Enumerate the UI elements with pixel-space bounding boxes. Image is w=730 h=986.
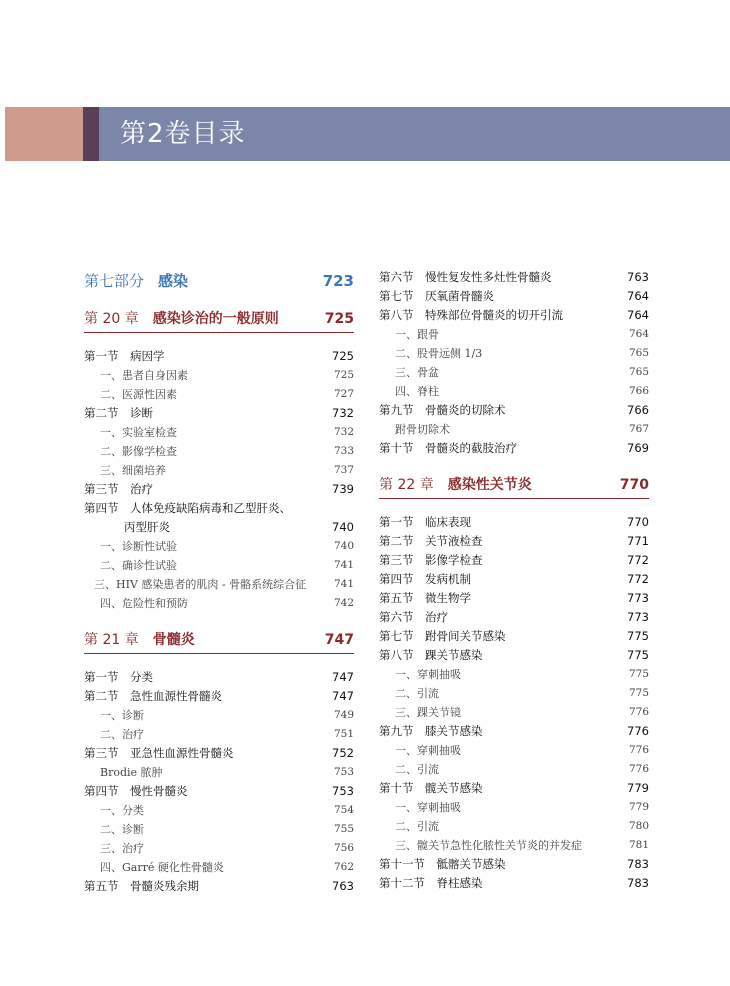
toc-entry[interactable]: 二、诊断 755	[100, 823, 354, 836]
toc-entry[interactable]: 二、确诊性试验 741	[100, 559, 354, 572]
toc-entry[interactable]: 二、医源性因素 727	[100, 388, 354, 401]
chapter-20-heading[interactable]	[84, 306, 354, 333]
toc-entry[interactable]: 一、实验室检查 732	[100, 426, 354, 439]
toc-entry[interactable]: 第九节 骨髓炎的切除术 766	[379, 403, 649, 417]
toc-entry[interactable]: Brodie 脓肿 753	[100, 766, 354, 779]
chapter-title: 感染性关节炎	[447, 477, 532, 493]
toc-entry[interactable]: 四、Garré 硬化性骨髓炎 762	[100, 861, 354, 874]
toc-entry[interactable]: 三、骨盆 765	[395, 366, 649, 379]
toc-entry[interactable]: 第四节 慢性骨髓炎 753	[84, 784, 354, 798]
toc-entry[interactable]: 跗骨切除术 767	[395, 423, 649, 436]
toc-entry[interactable]: 第二节 急性血源性骨髓炎 747	[84, 689, 354, 703]
toc-entry[interactable]: 二、影像学检查 733	[100, 445, 354, 458]
toc-entry[interactable]: 二、引流 775	[395, 687, 649, 700]
part-page: 723	[322, 272, 354, 290]
toc-entry[interactable]: 三、髋关节急性化脓性关节炎的并发症 781	[395, 839, 649, 852]
title-banner	[5, 107, 730, 161]
chapter-title: 感染诊治的一般原则	[152, 311, 279, 327]
toc-entry[interactable]: 第一节 临床表现 770	[379, 515, 649, 529]
toc-left-column	[84, 268, 354, 896]
chapter-22-heading[interactable]	[379, 472, 649, 499]
toc-entry[interactable]: 第四节 发病机制 772	[379, 572, 649, 586]
chapter-page: 770	[619, 477, 649, 493]
toc-entry[interactable]: 第十节 髋关节感染 779	[379, 781, 649, 795]
toc-entry[interactable]: 三、HIV 感染患者的肌肉 - 骨骼系统综合征 741	[94, 578, 354, 591]
toc-entry[interactable]: 三、细菌培养 737	[100, 464, 354, 477]
part-number: 第七部分	[84, 272, 145, 290]
toc-entry[interactable]: 第六节 治疗 773	[379, 610, 649, 624]
toc-entry[interactable]: 丙型肝炎 740	[124, 520, 354, 534]
chapter-page: 725	[324, 311, 354, 327]
toc-entry[interactable]: 一、穿刺抽吸 779	[395, 801, 649, 814]
chapter-title: 骨髓炎	[152, 632, 195, 648]
toc-entry[interactable]: 第十二节 脊柱感染 783	[379, 876, 649, 890]
toc-entry[interactable]: 第一节 分类 747	[84, 670, 354, 684]
toc-entry[interactable]: 第六节 慢性复发性多灶性骨髓炎 763	[379, 270, 649, 284]
toc-entry[interactable]: 第五节 骨髓炎残余期 763	[84, 879, 354, 893]
toc-entry[interactable]: 一、分类 754	[100, 804, 354, 817]
toc-entry[interactable]: 第十一节 骶髂关节感染 783	[379, 857, 649, 871]
banner-accent-strip	[83, 107, 99, 161]
toc-entry[interactable]: 三、治疗 756	[100, 842, 354, 855]
toc-entry[interactable]: 第七节 跗骨间关节感染 775	[379, 629, 649, 643]
toc-entry[interactable]: 第十节 骨髓炎的截肢治疗 769	[379, 441, 649, 455]
toc-entry[interactable]: 第四节 人体免疫缺陷病毒和乙型肝炎、	[84, 501, 291, 515]
toc-right-column	[379, 268, 649, 893]
chapter-21-heading[interactable]	[84, 627, 354, 654]
toc-entry[interactable]: 第二节 关节液检查 771	[379, 534, 649, 548]
toc-entry[interactable]: 第二节 诊断 732	[84, 406, 354, 420]
toc-entry[interactable]: 二、引流 776	[395, 763, 649, 776]
toc-entry[interactable]: 四、危险性和预防 742	[100, 597, 354, 610]
toc-entry[interactable]: 一、患者自身因素 725	[100, 369, 354, 382]
toc-entry[interactable]: 第三节 亚急性血源性骨髓炎 752	[84, 746, 354, 760]
toc-entry[interactable]: 一、穿刺抽吸 775	[395, 668, 649, 681]
toc-entry[interactable]: 第八节 特殊部位骨髓炎的切开引流 764	[379, 308, 649, 322]
toc-entry[interactable]: 第三节 影像学检查 772	[379, 553, 649, 567]
toc-entry[interactable]: 二、股骨远侧 1/3 765	[395, 347, 649, 360]
banner-accent-block	[5, 107, 83, 161]
toc-entry[interactable]: 一、跟骨 764	[395, 328, 649, 341]
chapter-page: 747	[324, 632, 354, 648]
chapter-number: 第 20 章	[84, 311, 139, 327]
toc-entry[interactable]: 一、诊断 749	[100, 709, 354, 722]
chapter-number: 第 22 章	[379, 477, 434, 493]
toc-entry[interactable]: 第八节 踝关节感染 775	[379, 648, 649, 662]
toc-entry[interactable]: 一、穿刺抽吸 776	[395, 744, 649, 757]
toc-entry[interactable]: 第五节 微生物学 773	[379, 591, 649, 605]
toc-entry[interactable]: 第七节 厌氧菌骨髓炎 764	[379, 289, 649, 303]
toc-entry[interactable]: 四、脊柱 766	[395, 385, 649, 398]
chapter-number: 第 21 章	[84, 632, 139, 648]
part-title: 感染	[158, 272, 189, 290]
toc-entry[interactable]: 二、引流 780	[395, 820, 649, 833]
part-heading[interactable]	[84, 268, 354, 294]
page-title: 第2卷目录	[120, 119, 246, 149]
toc-entry[interactable]: 第一节 病因学 725	[84, 349, 354, 363]
toc-entry[interactable]: 二、治疗 751	[100, 728, 354, 741]
toc-entry[interactable]: 第九节 膝关节感染 776	[379, 724, 649, 738]
toc-entry[interactable]: 三、踝关节镜 776	[395, 706, 649, 719]
toc-entry[interactable]: 第三节 治疗 739	[84, 482, 354, 496]
toc-entry[interactable]: 一、诊断性试验 740	[100, 540, 354, 553]
